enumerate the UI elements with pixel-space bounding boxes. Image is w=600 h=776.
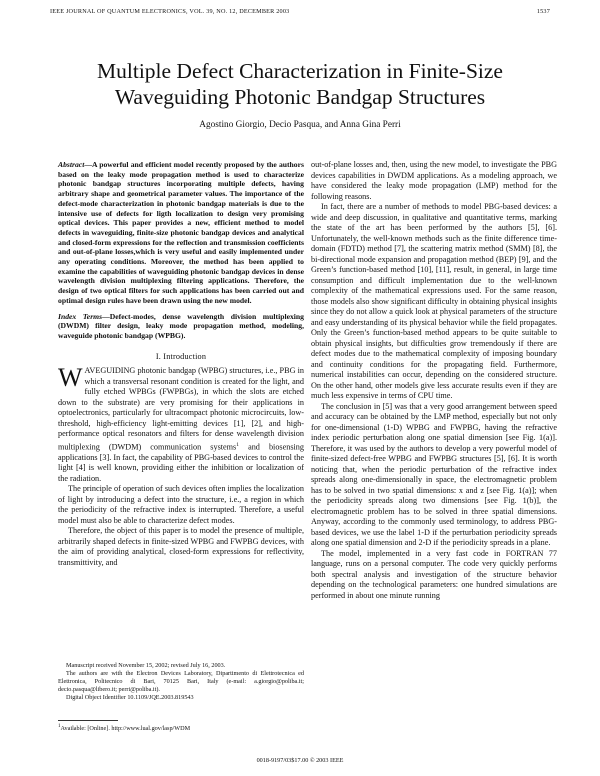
index-terms — [58, 312, 304, 341]
title-line-2: Waveguiding Photonic Bandgap Structures — [114, 85, 486, 109]
intro-paragraph-3: Therefore, the object of this paper is to model the presence of multiple, arbitrarily shaped defects in finite-sized WPBG and FWPBG devices, with the aim of providing analytical, closed-form expressions for reflectivity, transmittivity, and — [58, 526, 304, 567]
title-line-1: Multiple Defect Characterization in Finite-Size — [97, 59, 503, 83]
footnote-marker: 1 — [236, 441, 239, 448]
paper-title — [40, 58, 560, 110]
right-paragraph-4: The model, implemented in a very fast code in FORTRAN 77 language, runs on a personal computer. The code very quickly performs both spectral analysis and investigation of the structure behavior depending on the technological parameters: one hundred simulations are performed in about one minute running — [311, 548, 557, 600]
first-page-footnotes — [58, 662, 304, 702]
index-terms-label: Index Terms — [58, 311, 103, 321]
intro-paragraph-1 — [58, 363, 304, 484]
index-terms-text: —Defect-modes, dense wavelength division multiplexing (DWDM) filter design, leaky mode propagation method, modeling, waveguide photonic bandgap (WPBG). — [58, 311, 304, 340]
drop-cap: W — [58, 363, 83, 393]
right-column — [311, 160, 557, 601]
intro-paragraph-2: The principle of operation of such devices often implies the localization of light by introducing a defect into the structure, i.e., a region in which the periodicity of the refractive index is interrupted. Therefore, a useful model must also be able to characterize defect modes. — [58, 484, 304, 525]
page-number: 1537 — [536, 8, 550, 15]
footnote-1-marker: 1 — [58, 724, 61, 729]
abstract-text: —A powerful and efficient model recently proposed by the authors based on the leaky mode propagation method is used to characterize photonic bandgap structures incorporating multiple defects, having arbitrary shape and geometrical parameter values. The importance of the defect-mode characterization in photonic bandgap materials is due to the intensive use of defects for ligth localization to design very promising optical devices. This paper provides a new, efficient method to model defects in waveguiding, finite-size photonic bandgap devices and analytical and closed-form expressions for the reflection and transmission coefficients and out-of-plane losses,which is very useful and easily implemented under any operating conditions. Moreover, the method has been applied to examine the capabilities of waveguiding photonic bandgap devices in dense wavelength division multiplexing filtering applications. Therefore, the design of two optical filters for such applications has been carried out and optimal design rules have been drawn using the new model. — [58, 160, 304, 305]
author-affiliation: The authors are with the Electron Devices Laboratory, Dipartimento di Elettrotecnica ed Elettronica, Politecnico di Bari, 70125 Bari, Italy (e-mail: a.giorgio@poliba.it; decio.pasqua@libero.it; perri@poliba.it). — [58, 670, 304, 693]
running-header — [50, 8, 550, 15]
doi: Digital Object Identifier 10.1109/JQE.2003.819543 — [66, 694, 194, 701]
right-paragraph-1: out-of-plane losses and, then, using the new model, to investigate the PBG devices capabilities in DWDM applications. As a modeling approach, we have considered the leaky mode propagation (LMP) method for the following reasons. — [311, 160, 557, 201]
abstract-label: Abstract — [58, 160, 85, 169]
footnote-1 — [58, 714, 304, 732]
copyright-footer: 0018-9197/03$17.00 © 2003 IEEE — [256, 757, 344, 764]
manuscript-received: Manuscript received November 15, 2002; revised July 16, 2003. — [66, 662, 226, 669]
footnote-rule — [58, 720, 118, 721]
intro-p1-end: and biosensing applications [3]. In fact, the capability of PBG-based devices to control the light [4] is well known, providing either the inhibition or localization of the radiation. — [58, 442, 304, 483]
section-heading: I. Introduction — [155, 351, 207, 361]
left-column — [58, 160, 304, 568]
footnote-1-text: Available: [Online]. http://www.lual.gov/lasp/WDM — [60, 725, 191, 733]
right-paragraph-3: The conclusion in [5] was that a very good arrangement between speed and accuracy can be obtained by the LMP method, especially but not only for one-dimensional (1-D) WPBG and FWPBG, having the refractive index periodic perturbation along one spatial dimension [see Fig. 1(a)]. Therefore, it was used by the authors to develop a very powerful model of finite-sized defect-free WPBG and FWPBG structures [5], [6]. It is worth noticing that, when the periodic perturbation of the refractive index spreads along one-dimensionally in space, the electromagnetic problem has to be solved in two spatial dimensions: x and z [see Fig. 1(a)]; when the periodicity spreads along two dimensions [see Fig. 1(b)], the electromagnetic problem has to be solved in three spatial dimensions. Anyway, according to the commonly used terminology, to address PBG-based devices, we use the label 1-D if the perturbation periodicity spreads along one spatial dimension and 2-D if the periodicity spreads in a plane. — [311, 401, 557, 547]
journal-header: IEEE JOURNAL OF QUANTUM ELECTRONICS, VOL. 39, NO. 12, DECEMBER 2003 — [50, 8, 290, 15]
intro-p1-text: AVEGUIDING photonic bandgap (WPBG) structures, i.e., PBG in which a transversal resonant condition is created for the light, and fully etched WPBGs (FWPBGs), in which the slots are etched down to the substrate) are very promising for their applications in optoelectronics, particularly for ultracompact photonic microcircuits, low-threshold, high-efficiency light-emitting devices [1], [2], and high-performance optical resonators and filters for dense wavelength division multiplexing (DWDM) communication systems — [58, 366, 304, 452]
abstract — [58, 160, 304, 306]
author-list: Agostino Giorgio, Decio Pasqua, and Anna Gina Perri — [199, 120, 401, 130]
right-paragraph-2: In fact, there are a number of methods to model PBG-based devices: a wide and deep discussion, in qualitative and quantitative terms, marking the state of the art has been performed by the authors [5], [6]. Unfortunately, the well-known methods such as the finite difference time-domain (FDTD) method [7], the scattering matrix method (SMM) [8], the bi-directional mode expansion and propagation method (BEP) [9], and the Green’s function-based method [10], [11], result, in general, in large time consumption and difficult implementation due to the well-known complexity of the mathematical expressions used. For the same reason, those models also show significant difficulty in obtaining physical insights since they do not allow a quick look at physical parameters of the structure and easy understanding of its physical behavior while the field propagates. Only the Green’s function-based method appears to be quite suitable to obtain physical insights, but difficulties grow tremendously if there are defect modes due to the mathematical complexity of imposing boundary and continuity conditions for the propagating field. Furthermore, numerical instabilities can occur, depending on the considered structure. On the other hand, other models give less accurate results even if they are much less expensive in terms of CPU time. — [311, 202, 557, 400]
